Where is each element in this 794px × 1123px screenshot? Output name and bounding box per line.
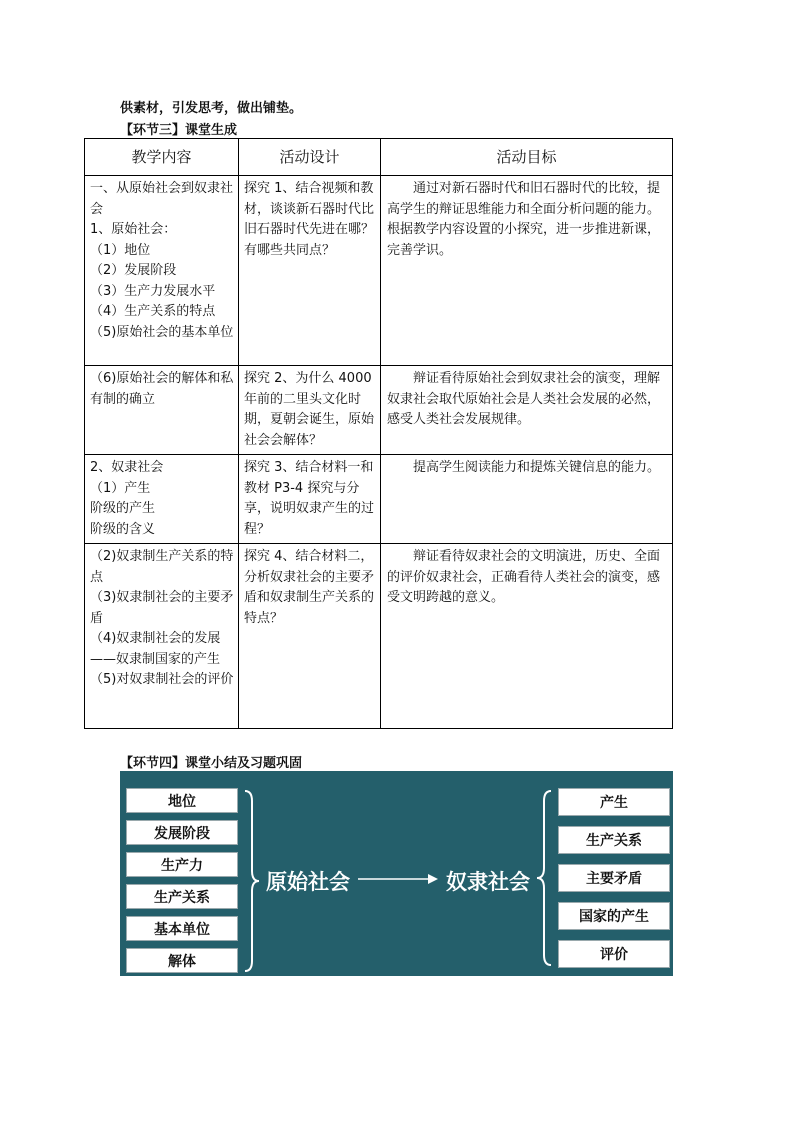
design-cell: 探究 4、结合材料二，分析奴隶社会的主要矛盾和奴隶制生产关系的特点？ <box>239 544 381 729</box>
header-goal: 活动目标 <box>381 139 673 176</box>
content-line: 一、从原始社会到奴隶社会 <box>90 181 234 217</box>
summary-diagram <box>120 771 673 976</box>
content-line: （3）生产力发展水平 <box>90 283 216 299</box>
header-content: 教学内容 <box>85 139 239 176</box>
right-box-evaluation: 评价 <box>558 940 670 968</box>
table-row <box>85 455 673 544</box>
right-brace-icon <box>534 789 554 967</box>
section3-heading: 【环节三】课堂生成 <box>120 123 238 138</box>
intro-line: 供素材，引发思考，做出铺垫。 <box>120 101 303 116</box>
primitive-society-label: 原始社会 <box>266 870 350 894</box>
left-box-position: 地位 <box>126 788 238 813</box>
left-box-stages: 发展阶段 <box>126 820 238 845</box>
left-box-unit: 基本单位 <box>126 916 238 941</box>
content-cell <box>85 544 239 729</box>
right-box-relations: 生产关系 <box>558 826 670 854</box>
content-line: （6)原始社会的解体和私有制的确立 <box>90 371 234 407</box>
table-header-row <box>85 139 673 176</box>
content-line: 阶级的产生 <box>90 501 156 516</box>
left-box-productivity: 生产力 <box>126 852 238 877</box>
table-row <box>85 366 673 455</box>
content-cell <box>85 455 239 544</box>
goal-cell: 提高学生阅读能力和提炼关键信息的能力。 <box>381 455 673 544</box>
table-row <box>85 544 673 729</box>
design-cell: 探究 2、为什么 4000 年前的二里头文化时期，夏朝会诞生，原始社会会解体？ <box>239 366 381 455</box>
content-line: 1、原始社会： <box>90 222 177 237</box>
goal-cell: 辩证看待奴隶社会的文明演进，历史、全面的评价奴隶社会，正确看待人类社会的演变，感受文明跨越的意义。 <box>381 544 673 729</box>
content-line: （5)原始社会的基本单位 <box>90 324 234 340</box>
right-box-origin: 产生 <box>558 788 670 816</box>
section4-heading: 【环节四】课堂小结及习题巩固 <box>120 756 303 771</box>
content-line: 2、奴隶社会 <box>90 460 164 475</box>
goal-cell: 辩证看待原始社会到奴隶社会的演变，理解奴隶社会取代原始社会是人类社会发展的必然，感受人类社会发展规律。 <box>381 366 673 455</box>
left-brace-icon <box>242 789 262 973</box>
content-line: （3)奴隶制社会的主要矛盾 <box>90 590 234 626</box>
content-line: （1）产生 <box>90 480 151 496</box>
arrow-right-icon <box>356 869 440 889</box>
table-row <box>85 176 673 366</box>
left-box-relations: 生产关系 <box>126 884 238 909</box>
design-cell: 探究 3、结合材料一和教材 P3-4 探究与分享，说明奴隶产生的过程？ <box>239 455 381 544</box>
lesson-table <box>84 138 673 729</box>
content-line: （2）发展阶段 <box>90 263 177 278</box>
content-line: （1）地位 <box>90 242 151 258</box>
design-cell: 探究 1、结合视频和教材，谈谈新石器时代比旧石器时代先进在哪？有哪些共同点？ <box>239 176 381 366</box>
right-box-contradiction: 主要矛盾 <box>558 864 670 892</box>
content-line: 阶级的含义 <box>90 521 156 537</box>
content-cell <box>85 366 239 455</box>
content-cell <box>85 176 239 366</box>
header-design: 活动设计 <box>239 139 381 176</box>
content-line: （4)奴隶制社会的发展——奴隶制国家的产生 <box>90 631 221 667</box>
content-line: （5)对奴隶制社会的评价 <box>90 672 234 687</box>
right-box-state: 国家的产生 <box>558 902 670 930</box>
content-line: （2)奴隶制生产关系的特点 <box>90 549 234 585</box>
goal-cell: 通过对新石器时代和旧石器时代的比较，提高学生的辩证思维能力和全面分析问题的能力。根据教学内容设置的小探究，进一步推进新课，完善学识。 <box>381 176 673 366</box>
slave-society-label: 奴隶社会 <box>446 870 530 894</box>
left-box-dissolution: 解体 <box>126 948 238 973</box>
content-line: （4）生产关系的特点 <box>90 304 216 319</box>
